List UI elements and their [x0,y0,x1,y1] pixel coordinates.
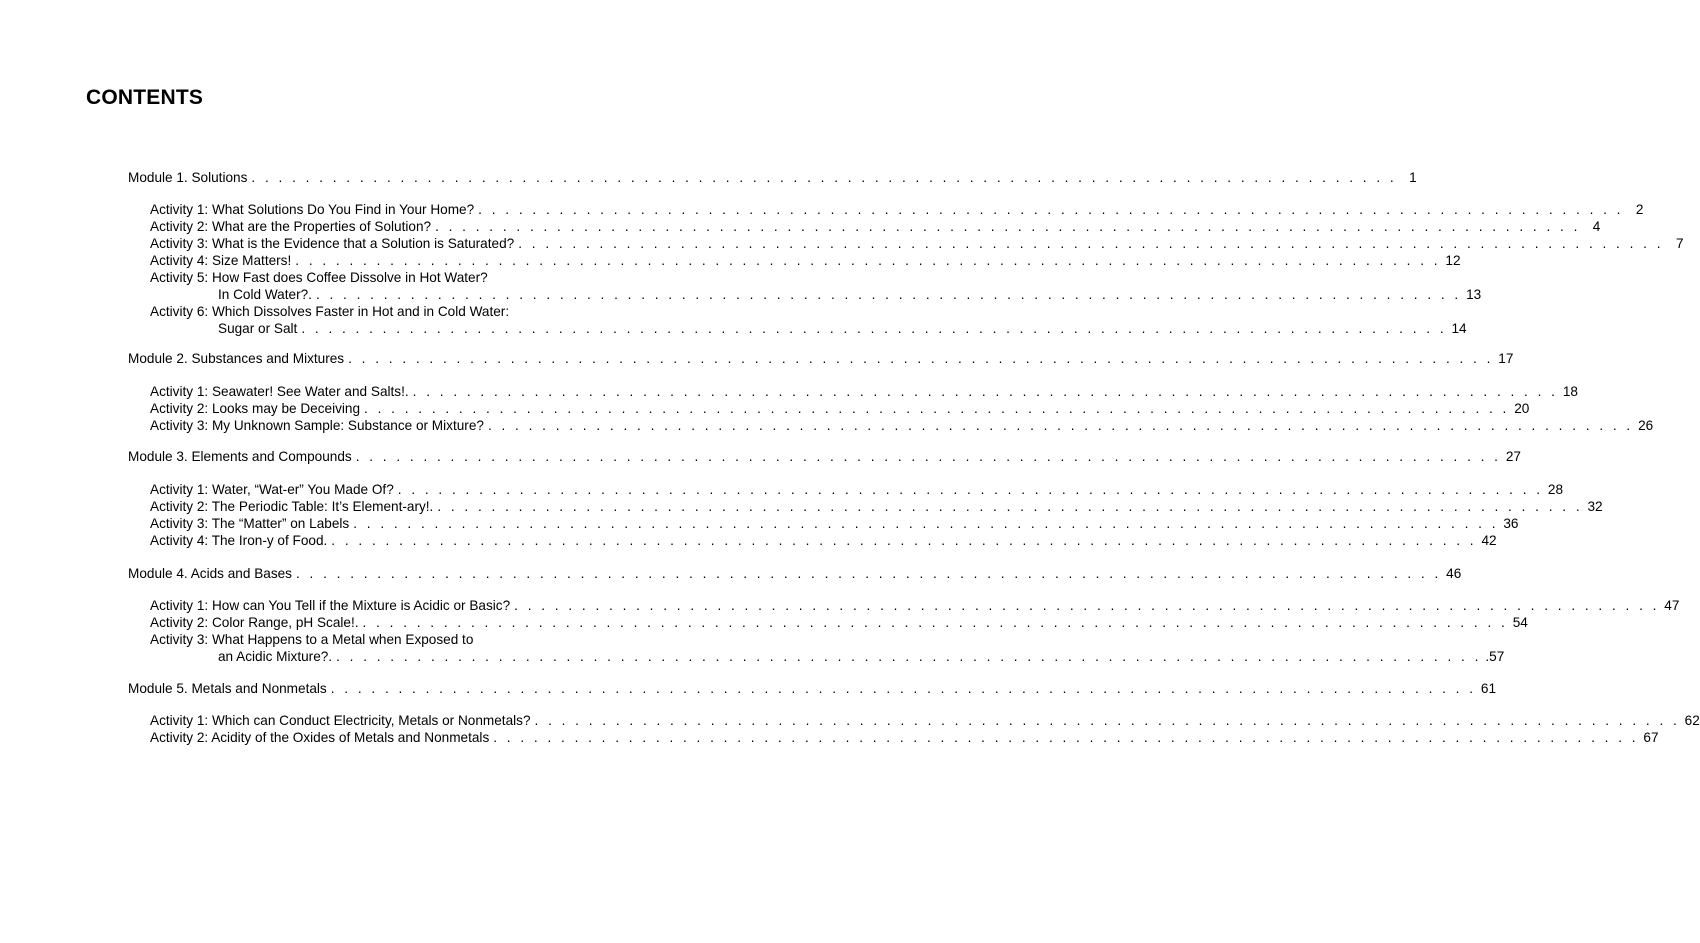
toc-entry-activity[interactable] [150,712,1700,729]
toc-entry-activity[interactable] [150,481,1564,498]
page-title: CONTENTS [86,86,204,109]
dot-leader: . . . . . . . . . . . . . . . . . . . . . . . . . . . . . . . . . . . . . . . . . . . . . . . . . . . . . . . . . . . . . . . . . . . . . . . . . . . . . . . . . . . . . [514,598,1660,613]
dot-leader: . . . . . . . . . . . . . . . . . . . . . . . . . . . . . . . . . . . . . . . . . . . . . . . . . . . . . . . . . . . . . . . . . . . . . . . . . . . . . . . . . . . . . [355,449,1501,464]
dot-leader: . . . . . . . . . . . . . . . . . . . . . . . . . . . . . . . . . . . . . . . . . . . . . . . . . . . . . . . . . . . . . . . . . . . . . . . . . . . . . . . . . . . . . [364,401,1510,416]
toc-page-number: 4 [1592,219,1601,234]
toc-page-number: 17 [1498,351,1514,366]
toc-entry-activity[interactable] [150,383,1578,400]
toc-entry-module-3[interactable] [128,448,1521,465]
toc-page-number: 13 [1466,287,1482,302]
dot-leader: . . . . . . . . . . . . . . . . . . . . . . . . . . . . . . . . . . . . . . . . . . . . . . . . . . . . . . . . . . . . . . . . . . . . . . . . . . . . . . . . . . . . . [437,499,1583,514]
toc-entry-activity[interactable] [150,729,1659,746]
toc-page-number: 27 [1505,449,1521,464]
toc-entry-label: Activity 5: How Fast does Coffee Dissolve in Hot Water? [150,270,488,285]
toc-entry-label: Activity 2: What are the Properties of Solution? [150,219,432,234]
toc-page-number: 1 [1409,170,1417,185]
toc-entry-activity[interactable] [150,631,600,648]
toc-entry-module-4[interactable] [128,565,1462,582]
toc-page-number: 42 [1481,533,1497,548]
toc-page-number: .57 [1485,649,1505,664]
dot-leader: . . . . . . . . . . . . . . . . . . . . . . . . . . . . . . . . . . . . . . . . . . . . . . . . . . . . . . . . . . . . . . . . . . . . . . . . . . . . . . . . . . . . . [348,351,1494,366]
toc-page-number: 28 [1547,482,1564,497]
toc-page-number: 47 [1664,598,1680,613]
dot-leader: . . . . . . . . . . . . . . . . . . . . . . . . . . . . . . . . . . . . . . . . . . . . . . . . . . . . . . . . . . . . . . . . . . . . . . . . . . . . . . . . . . . . . [487,418,1634,433]
toc-entry-label: Activity 2: The Periodic Table: It’s Element-ary!. [150,499,434,514]
toc-entry-label: Activity 3: The “Matter” on Labels [150,516,350,531]
toc-entry-label: Module 4. Acids and Bases [128,566,292,581]
dot-leader: . . . . . . . . . . . . . . . . . . . . . . . . . . . . . . . . . . . . . . . . . . . . . . . . . . . . . . . . . . . . . . . . . . . . . . . . . . . . . . . . . . . . . [330,681,1477,696]
toc-entry-label: Module 5. Metals and Nonmetals [128,681,327,696]
toc-entry-label: Activity 2: Looks may be Deceiving [150,401,361,416]
dot-leader: . . . . . . . . . . . . . . . . . . . . . . . . . . . . . . . . . . . . . . . . . . . . . . . . . . . . . . . . . . . . . . . . . . . . . . . . . . . . . . . . . . . . . [534,713,1680,728]
dot-leader: . . . . . . . . . . . . . . . . . . . . . . . . . . . . . . . . . . . . . . . . . . . . . . . . . . . . . . . . . . . . . . . . . . . . . . . . . . . . . . . . . . . . . [412,384,1558,399]
toc-entry-label: Sugar or Salt [218,321,298,336]
dot-leader: . . . . . . . . . . . . . . . . . . . . . . . . . . . . . . . . . . . . . . . . . . . . . . . . . . . . . . . . . . . . . . . . . . . . . . . . . . . . . . . . . . . . . [336,649,1482,664]
dot-leader: . . . . . . . . . . . . . . . . . . . . . . . . . . . . . . . . . . . . . . . . . . . . . . . . . . . . . . . . . . . . . . . . . . . . . . . . . . . . . . . . . . . . . [315,287,1462,302]
toc-page-number: 67 [1643,730,1659,745]
toc-entry-activity[interactable] [150,614,1528,631]
toc-entry-activity[interactable] [150,515,1519,532]
toc-entry-label: Module 2. Substances and Mixtures [128,351,345,366]
toc-entry-activity[interactable] [150,532,1497,549]
dot-leader: . . . . . . . . . . . . . . . . . . . . . . . . . . . . . . . . . . . . . . . . . . . . . . . . . . . . . . . . . . . . . . . . . . . . . . . . . . . . . . . . . . . . . [435,219,1581,234]
toc-entry-continuation[interactable] [218,320,1467,337]
toc-entry-label: Activity 3: What is the Evidence that a Solution is Saturated? [150,236,515,251]
toc-page-number: 20 [1514,401,1530,416]
toc-entry-activity[interactable] [150,498,1603,515]
toc-page-number: 2 [1635,202,1644,217]
toc-entry-module-5[interactable] [128,680,1497,697]
toc-entry-label: Activity 1: Seawater! See Water and Salts!. [150,384,409,399]
toc-entry-label: Activity 3: What Happens to a Metal when Exposed to [150,632,474,647]
toc-entry-continuation[interactable] [218,648,1505,665]
toc-entry-activity[interactable] [150,417,1654,434]
dot-leader: . . . . . . . . . . . . . . . . . . . . . . . . . . . . . . . . . . . . . . . . . . . . . . . . . . . . . . . . . . . . . . . . . . . . . . . . . . . . . . . . . . . . . [295,253,1441,268]
dot-leader: . . . . . . . . . . . . . . . . . . . . . . . . . . . . . . . . . . . . . . . . . . . . . . . . . . . . . . . . . . . . . . . . . . . . . . . . . . . . . . . . . . . . . [251,170,1397,185]
dot-leader: . . . . . . . . . . . . . . . . . . . . . . . . . . . . . . . . . . . . . . . . . . . . . . . . . . . . . . . . . . . . . . . . . . . . . . . . . . . . . . . . . . . . . [353,516,1499,531]
toc-entry-label: an Acidic Mixture?. [218,649,333,664]
toc-page-number: 18 [1562,384,1578,399]
toc-entry-label: Activity 1: Water, “Wat-er” You Made Of? [150,482,394,497]
toc-entry-activity[interactable] [150,218,1601,235]
dot-leader: . . . . . . . . . . . . . . . . . . . . . . . . . . . . . . . . . . . . . . . . . . . . . . . . . . . . . . . . . . . . . . . . . . . . . . . . . . . . . . . . . . . . . [397,482,1544,497]
toc-page-number: 12 [1445,253,1461,268]
toc-entry-activity[interactable] [150,201,1644,218]
toc-entry-label: Activity 2: Color Range, pH Scale!. [150,615,359,630]
toc-entry-continuation[interactable] [218,286,1482,303]
toc-entry-activity[interactable] [150,252,1461,269]
toc-page-number: 32 [1587,499,1603,514]
toc-entry-activity[interactable] [150,597,1680,614]
dot-leader: . . . . . . . . . . . . . . . . . . . . . . . . . . . . . . . . . . . . . . . . . . . . . . . . . . . . . . . . . . . . . . . . . . . . . . . . . . . . . . . . . . . . . [518,236,1664,251]
toc-page-number: 46 [1446,566,1462,581]
toc-entry-label: Activity 4: The Iron-y of Food. [150,533,328,548]
toc-entry-activity[interactable] [150,235,1684,252]
toc-page-number: 36 [1503,516,1519,531]
toc-entry-label: Activity 6: Which Dissolves Faster in Hot and in Cold Water: [150,304,510,319]
toc-entry-activity[interactable] [150,303,600,320]
dot-leader: . . . . . . . . . . . . . . . . . . . . . . . . . . . . . . . . . . . . . . . . . . . . . . . . . . . . . . . . . . . . . . . . . . . . . . . . . . . . . . . . . . . . . [301,321,1447,336]
toc-entry-label: Activity 1: Which can Conduct Electricity, Metals or Nonmetals? [150,713,531,728]
toc-entry-label: In Cold Water?. [218,287,312,302]
toc-entry-activity[interactable] [150,269,600,286]
dot-leader: . . . . . . . . . . . . . . . . . . . . . . . . . . . . . . . . . . . . . . . . . . . . . . . . . . . . . . . . . . . . . . . . . . . . . . . . . . . . . . . . . . . . . [493,730,1639,745]
toc-entry-label: Activity 1: How can You Tell if the Mixture is Acidic or Basic? [150,598,511,613]
dot-leader: . . . . . . . . . . . . . . . . . . . . . . . . . . . . . . . . . . . . . . . . . . . . . . . . . . . . . . . . . . . . . . . . . . . . . . . . . . . . . . . . . . . . . [478,202,1624,217]
toc-page-number: 7 [1675,236,1684,251]
toc-entry-label: Activity 2: Acidity of the Oxides of Metals and Nonmetals [150,730,490,745]
dot-leader: . . . . . . . . . . . . . . . . . . . . . . . . . . . . . . . . . . . . . . . . . . . . . . . . . . . . . . . . . . . . . . . . . . . . . . . . . . . . . . . . . . . . . [295,566,1442,581]
toc-page-number: 62 [1684,713,1700,728]
toc-entry-label: Activity 4: Size Matters! [150,253,292,268]
toc-entry-module-1[interactable] [128,169,1417,186]
toc-page-number: 26 [1638,418,1654,433]
toc-entry-label: Module 1. Solutions [128,170,248,185]
toc-page-number: 14 [1451,321,1467,336]
dot-leader: . . . . . . . . . . . . . . . . . . . . . . . . . . . . . . . . . . . . . . . . . . . . . . . . . . . . . . . . . . . . . . . . . . . . . . . . . . . . . . . . . . . . . [362,615,1508,630]
dot-leader: . . . . . . . . . . . . . . . . . . . . . . . . . . . . . . . . . . . . . . . . . . . . . . . . . . . . . . . . . . . . . . . . . . . . . . . . . . . . . . . . . . . . . [331,533,1477,548]
toc-page-number: 54 [1512,615,1528,630]
toc-entry-label: Module 3. Elements and Compounds [128,449,352,464]
toc-entry-label: Activity 1: What Solutions Do You Find in Your Home? [150,202,475,217]
toc-entry-module-2[interactable] [128,350,1514,367]
toc-entry-activity[interactable] [150,400,1530,417]
toc-entry-label: Activity 3: My Unknown Sample: Substance or Mixture? [150,418,484,433]
toc-page-number: 61 [1480,681,1497,696]
